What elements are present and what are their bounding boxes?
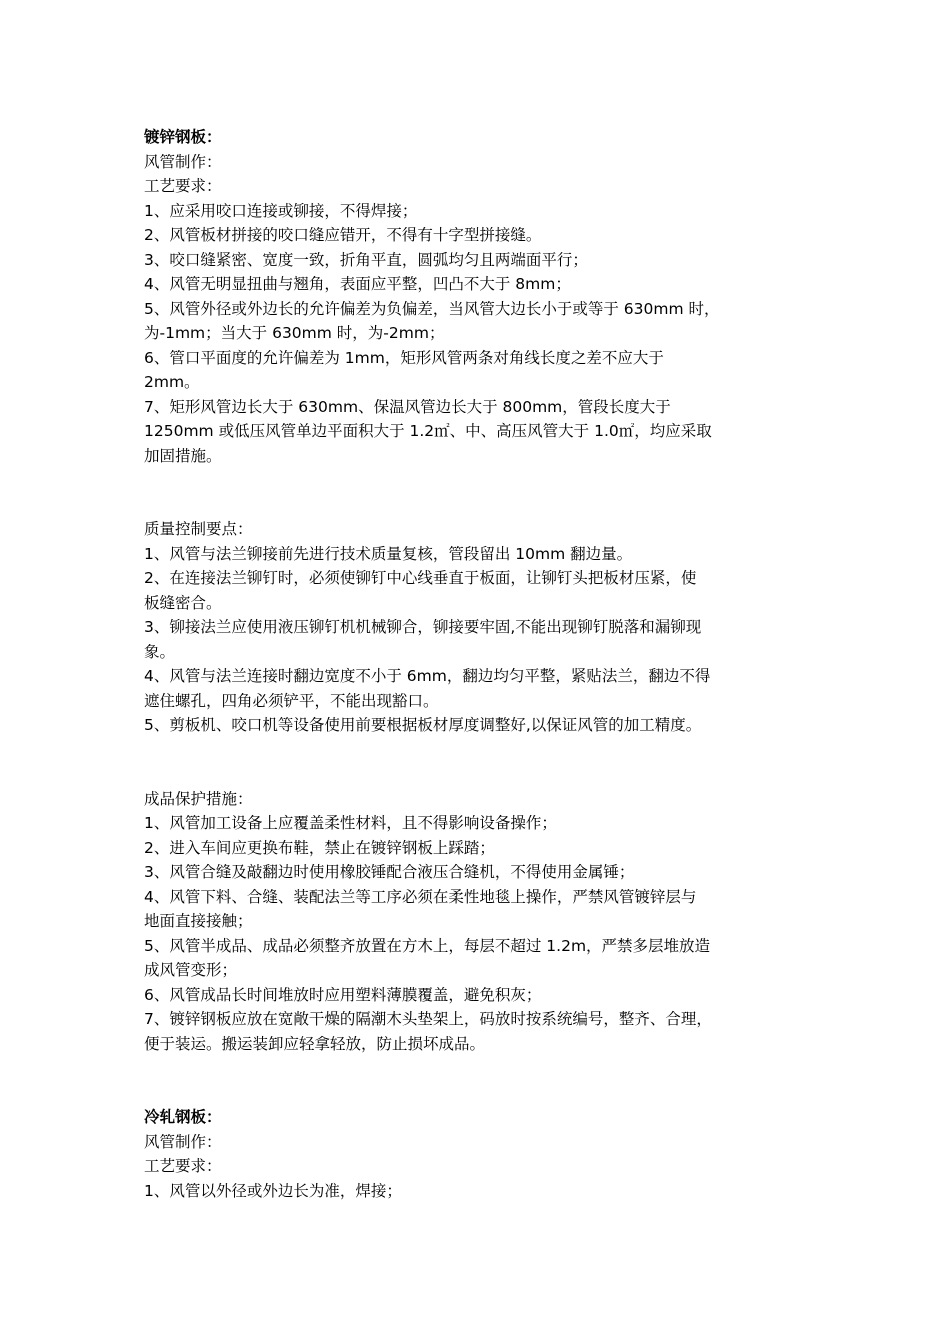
- list-item: 板缝密合。: [144, 593, 222, 612]
- list-item: 5、剪板机、咬口机等设备使用前要根据板材厚度调整好,以保证风管的加工精度。: [144, 716, 702, 734]
- list-item: 6、管口平面度的允许偏差为 1mm，矩形风管两条对角线长度之差不应大于: [144, 348, 664, 367]
- list-item: 7、镀锌钢板应放在宽敞干燥的隔潮木头垫架上，码放时按系统编号，整齐、合理，: [144, 1010, 712, 1028]
- list-item: 7、矩形风管边长大于 630mm、保温风管边长大于 800mm，管段长度大于: [144, 397, 671, 416]
- spacer: [144, 468, 816, 517]
- list-item: 2mm。: [144, 373, 200, 391]
- list-item: 3、风管合缝及敲翻边时使用橡胶锤配合液压合缝机，不得使用金属锤；: [144, 863, 635, 881]
- quality-control-label: 质量控制要点：: [144, 520, 253, 538]
- list-item: 1250mm 或低压风管单边平面积大于 1.2㎡、中、高压风管大于 1.0㎡，均应采取: [144, 422, 712, 440]
- list-item: 4、风管无明显扭曲与翘角，表面应平整，凹凸不大于 8mm；: [144, 275, 571, 293]
- list-item: 6、风管成品长时间堆放时应用塑料薄膜覆盖，避免积灰；: [144, 985, 542, 1004]
- subtitle-duct-fabrication: 风管制作：: [144, 1132, 222, 1151]
- list-item: 1、风管与法兰铆接前先进行技术质量复核，管段留出 10mm 翻边量。: [144, 544, 633, 563]
- list-item: 地面直接接触；: [144, 912, 253, 930]
- subtitle-duct-fabrication: 风管制作：: [144, 152, 222, 171]
- product-protection-label: 成品保护措施：: [144, 789, 253, 808]
- list-item: 5、风管外径或外边长的允许偏差为负偏差，当风管大边长小于或等于 630mm 时，: [144, 299, 720, 318]
- section-title-cold-rolled: 冷轧钢板：: [144, 1108, 222, 1126]
- list-item: 象。: [144, 642, 176, 661]
- process-requirements-label: 工艺要求：: [144, 1157, 222, 1175]
- section-title-galvanized: 镀锌钢板：: [144, 128, 222, 146]
- list-item: 便于装运。搬运装卸应轻拿轻放，防止损坏成品。: [144, 1034, 486, 1053]
- process-requirements-list: [144, 1179, 816, 1204]
- list-item: 1、风管加工设备上应覆盖柔性材料，且不得影响设备操作；: [144, 814, 557, 832]
- quality-control-list: [144, 542, 816, 738]
- list-item: 2、风管板材拼接的咬口缝应错开，不得有十字型拼接缝。: [144, 226, 542, 244]
- list-item: 遮住螺孔，四角必须铲平，不能出现豁口。: [144, 691, 439, 710]
- document-page: [144, 125, 816, 1203]
- list-item: 3、咬口缝紧密、宽度一致，折角平直，圆弧均匀且两端面平行；: [144, 250, 588, 269]
- process-requirements-label: 工艺要求：: [144, 177, 222, 195]
- list-item: 2、进入车间应更换布鞋，禁止在镀锌钢板上踩踏；: [144, 838, 495, 857]
- list-item: 4、风管与法兰连接时翻边宽度不小于 6mm，翻边均匀平整，紧贴法兰，翻边不得: [144, 667, 711, 685]
- list-item: 4、风管下料、合缝、装配法兰等工序必须在柔性地毯上操作，严禁风管镀锌层与: [144, 887, 697, 906]
- list-item: 5、风管半成品、成品必须整齐放置在方木上，每层不超过 1.2m，严禁多层堆放造: [144, 936, 711, 955]
- spacer: [144, 738, 816, 787]
- spacer: [144, 1056, 816, 1105]
- list-item: 加固措施。: [144, 446, 222, 465]
- process-requirements-list: [144, 199, 816, 469]
- list-item: 成风管变形；: [144, 961, 238, 979]
- product-protection-list: [144, 811, 816, 1056]
- list-item: 3、铆接法兰应使用液压铆钉机机械铆合，铆接要牢固,不能出现铆钉脱落和漏铆现: [144, 618, 702, 636]
- list-item: 2、在连接法兰铆钉时，必须使铆钉中心线垂直于板面，让铆钉头把板材压紧，使: [144, 569, 697, 587]
- list-item: 1、风管以外径或外边长为准，焊接；: [144, 1181, 402, 1200]
- list-item: 1、应采用咬口连接或铆接，不得焊接；: [144, 201, 418, 220]
- list-item: 为-1mm；当大于 630mm 时，为-2mm；: [144, 324, 445, 342]
